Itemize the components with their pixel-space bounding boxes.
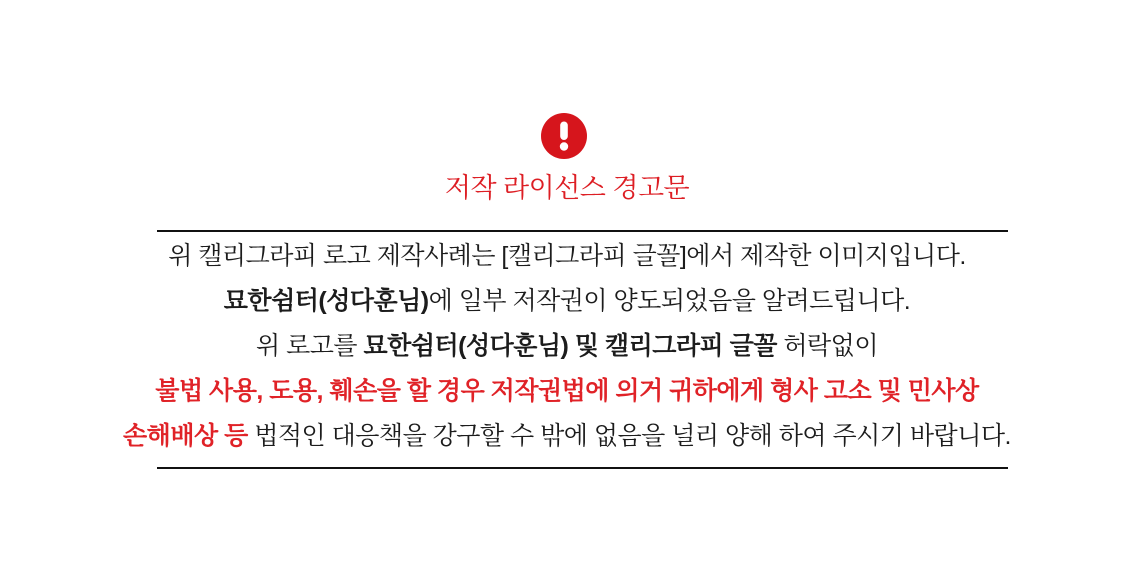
notice-line-3 — [0, 324, 1134, 369]
notice-body — [0, 234, 1134, 459]
exclamation-circle-icon — [540, 112, 588, 160]
line5-warning-text: 손해배상 등 — [123, 422, 255, 450]
line3-bold-text: 묘한쉼터(성다훈님) 및 캘리그라피 글꼴 — [363, 332, 777, 360]
exclamation-circle-svg — [540, 112, 588, 160]
notice-line-2 — [0, 279, 1134, 324]
top-divider — [157, 230, 1008, 232]
line3-post-text: 허락없이 — [776, 332, 878, 360]
line3-pre-text: 위 로고를 — [256, 332, 364, 360]
notice-line-1 — [0, 234, 1134, 279]
bottom-divider — [157, 467, 1008, 469]
line1-text: 위 캘리그라피 로고 제작사례는 [캘리그라피 글꼴]에서 제작한 이미지입니다. — [168, 242, 966, 270]
line4-warning-text: 불법 사용, 도용, 훼손을 할 경우 저작권법에 의거 귀하에게 형사 고소 및 민사상 — [155, 377, 979, 405]
line5-rest-text: 법적인 대응책을 강구할 수 밖에 없음을 널리 양해 하여 주시기 바랍니다. — [254, 422, 1011, 450]
notice-line-5 — [0, 414, 1134, 459]
line2-bold-text: 묘한쉼터(성다훈님) — [223, 287, 429, 315]
line2-rest-text: 에 일부 저작권이 양도되었음을 알려드립니다. — [428, 287, 911, 315]
notice-title: 저작 라이선스 경고문 — [444, 173, 690, 203]
notice-line-4 — [0, 369, 1134, 414]
